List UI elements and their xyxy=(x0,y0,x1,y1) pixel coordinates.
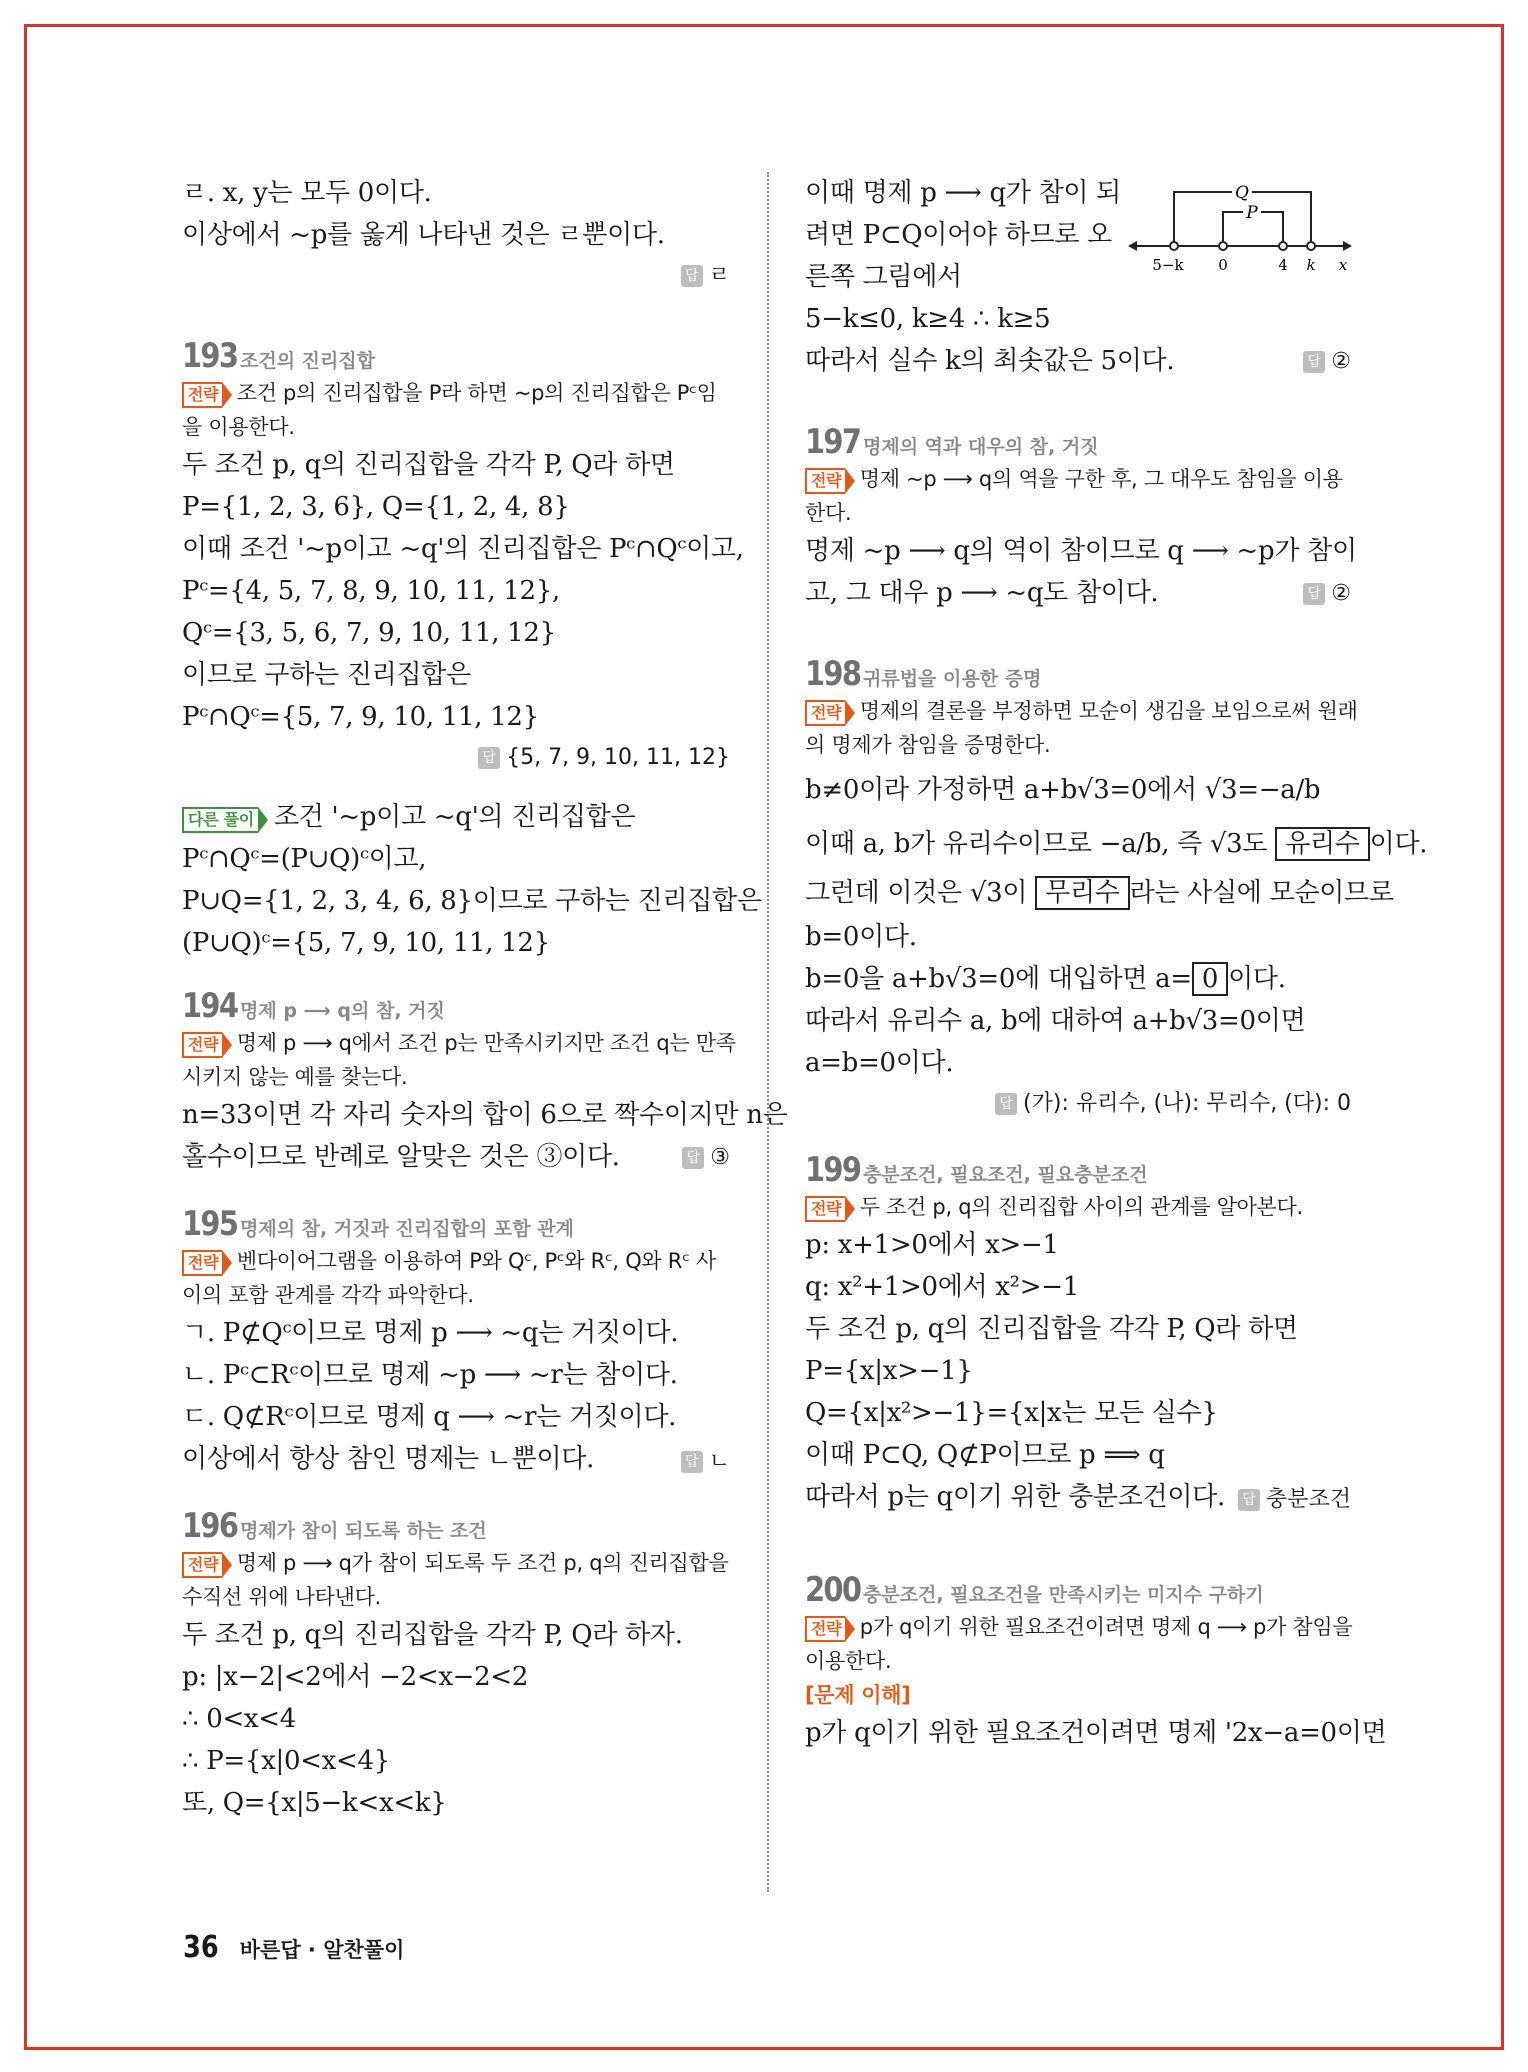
body-line: p: |x−2|<2에서 −2<x−2<2 xyxy=(182,1662,529,1692)
alt-solution-line: P∪Q={1, 2, 3, 4, 6, 8}이므로 구하는 진리집합은 xyxy=(182,886,762,916)
strategy-line: 전략 명제 ~p ⟶ q의 역을 구한 후, 그 대우도 참임을 이용 xyxy=(805,462,1351,496)
body-line: 두 조건 p, q의 진리집합을 각각 P, Q라 하면 xyxy=(805,1314,1298,1344)
body-line: 이때 조건 '~p이고 ~q'의 진리집합은 Pᶜ∩Qᶜ이고, xyxy=(182,534,744,564)
answer-mark-icon: 답 xyxy=(478,747,500,769)
body-line: ㄱ. P⊄Qᶜ이므로 명제 p ⟶ ~q는 거짓이다. xyxy=(182,1318,679,1348)
body-line: Qᶜ={3, 5, 6, 7, 9, 10, 11, 12} xyxy=(182,618,556,648)
section-title: 명제의 참, 거짓과 진리집합의 포함 관계 xyxy=(240,1218,574,1240)
alt-solution-tag: 다른 풀이 xyxy=(182,807,258,833)
answer-mark-icon: 답 xyxy=(681,265,703,287)
point-0 xyxy=(1219,242,1227,250)
section-title: 귀류법을 이용한 증명 xyxy=(863,668,1042,690)
problem-number: 200 xyxy=(805,1570,861,1610)
problem-understanding-tag: [문제 이해] xyxy=(805,1683,911,1707)
body-line: a=b=0이다. xyxy=(805,1048,954,1078)
strategy-line: 한다. xyxy=(805,501,852,525)
section-200 xyxy=(805,1570,1351,1610)
answer: 답 ③ xyxy=(682,1145,730,1170)
strategy-line: 수직선 위에 나타낸다. xyxy=(182,1585,381,1609)
answer-mark-icon: 답 xyxy=(681,1451,703,1473)
body-line: 이때 a, b가 유리수이므로 −a/b, 즉 √3도 유리수 이다. xyxy=(805,829,1428,859)
answer: 답 (가): 유리수, (나): 무리수, (다): 0 xyxy=(805,1084,1351,1124)
strategy-line: 시키지 않는 예를 찾는다. xyxy=(182,1065,408,1089)
body-line: 또, Q={x|5−k<x<k} xyxy=(182,1788,447,1818)
axis-arrow-right xyxy=(1343,241,1352,251)
tick-label: 5−k xyxy=(1152,256,1184,274)
strategy-line: 의 명제가 참임을 증명한다. xyxy=(805,733,1051,757)
problem-number: 195 xyxy=(182,1204,238,1244)
strategy-tag: 전략 xyxy=(805,700,845,726)
strategy-tag: 전략 xyxy=(182,1552,222,1578)
section-title: 충분조건, 필요조건, 필요충분조건 xyxy=(863,1164,1148,1186)
alt-solution-line: (P∪Q)ᶜ={5, 7, 9, 10, 11, 12} xyxy=(182,928,550,958)
blank-box: 무리수 xyxy=(1035,876,1129,910)
alt-solution-line: 다른 풀이 조건 '~p이고 ~q'의 진리집합은 xyxy=(182,796,730,838)
set-P-label: P xyxy=(1246,203,1258,223)
body-line: ㄷ. Q⊄Rᶜ이므로 명제 q ⟶ ~r는 거짓이다. xyxy=(182,1402,677,1432)
body-line: ∴ 0<x<4 xyxy=(182,1704,297,1734)
strategy-line: 전략 벤다이어그램을 이용하여 P와 Qᶜ, Pᶜ와 Rᶜ, Q와 Rᶜ 사 xyxy=(182,1244,730,1278)
body-line: ∴ P={x|0<x<4} xyxy=(182,1746,391,1776)
answer: 답 충분조건 xyxy=(1238,1482,1351,1513)
body-line: q: x²+1>0에서 x²>−1 xyxy=(805,1272,1080,1302)
body-line: b≠0이라 가정하면 a+b√3=0에서 √3=−a/b xyxy=(805,775,1321,805)
section-title: 명제가 참이 되도록 하는 조건 xyxy=(240,1520,487,1542)
strategy-line: 전략 명제의 결론을 부정하면 모순이 생김을 보임으로써 원래 xyxy=(805,694,1351,728)
body-line: p: x+1>0에서 x>−1 xyxy=(805,1230,1059,1260)
section-193 xyxy=(182,336,730,376)
body-line: 명제 ~p ⟶ q의 역이 참이므로 q ⟶ ~p가 참이 xyxy=(805,536,1357,566)
body-line: n=33이면 각 자리 숫자의 합이 6으로 짝수이지만 n은 xyxy=(182,1100,788,1130)
answer: 답 ㄹ xyxy=(182,256,730,296)
point-5-k xyxy=(1170,242,1178,250)
page-number: 36 xyxy=(183,1930,219,1965)
strategy-line: 전략 두 조건 p, q의 진리집합 사이의 관계를 알아본다. xyxy=(805,1190,1351,1224)
set-Q-label: Q xyxy=(1235,183,1249,203)
body-line: 따라서 유리수 a, b에 대하여 a+b√3=0이면 xyxy=(805,1006,1306,1036)
tick-label: 4 xyxy=(1278,256,1288,274)
tick-label: k xyxy=(1306,256,1316,274)
blank-box: 유리수 xyxy=(1275,827,1369,861)
body-line: 5−k≤0, k≥4 ∴ k≥5 xyxy=(805,304,1051,334)
body-line: P={1, 2, 3, 6}, Q={1, 2, 4, 8} xyxy=(182,492,570,522)
section-199 xyxy=(805,1150,1351,1190)
axis-arrow-left xyxy=(1128,241,1137,251)
body-line: b=0을 a+b√3=0에 대입하면 a= 0 이다. xyxy=(805,964,1286,994)
section-title: 충분조건, 필요조건을 만족시키는 미지수 구하기 xyxy=(863,1584,1264,1606)
section-title: 조건의 진리집합 xyxy=(240,350,376,372)
body-line: 른쪽 그림에서 xyxy=(805,262,962,292)
point-k xyxy=(1307,242,1315,250)
alt-solution-line: Pᶜ∩Qᶜ=(P∪Q)ᶜ이고, xyxy=(182,844,427,874)
problem-number: 194 xyxy=(182,986,238,1026)
answer-mark-icon: 답 xyxy=(682,1147,704,1169)
strategy-line: 전략 조건 p의 진리집합을 P라 하면 ~p의 진리집합은 Pᶜ임 xyxy=(182,376,730,410)
body-line: Pᶜ={4, 5, 7, 8, 9, 10, 11, 12}, xyxy=(182,576,560,606)
tick-label: 0 xyxy=(1218,256,1228,274)
answer: 답 ② xyxy=(1303,349,1351,374)
answer: 답 {5, 7, 9, 10, 11, 12} xyxy=(182,738,730,778)
body-line: Q={x|x²>−1}={x|x는 모든 실수} xyxy=(805,1398,1218,1428)
answer-mark-icon: 답 xyxy=(1238,1489,1260,1511)
left-column xyxy=(182,172,788,1824)
book-title: 바른답 · 알찬풀이 xyxy=(239,1938,405,1962)
section-title: 명제 p ⟶ q의 참, 거짓 xyxy=(240,1000,445,1022)
strategy-line: 이의 포함 관계를 각각 파악한다. xyxy=(182,1283,474,1307)
answer: 답 ② xyxy=(1303,581,1351,606)
body-line: 이때 P⊂Q, Q⊄P이므로 p ⟹ q xyxy=(805,1440,1165,1470)
strategy-tag: 전략 xyxy=(805,1196,845,1222)
strategy-line: 을 이용한다. xyxy=(182,415,295,439)
body-line: P={x|x>−1} xyxy=(805,1356,973,1386)
section-198 xyxy=(805,654,1351,694)
section-197 xyxy=(805,422,1351,462)
body-line: b=0이다. xyxy=(805,922,917,952)
body-line: 두 조건 p, q의 진리집합을 각각 P, Q라 하면 xyxy=(182,450,675,480)
body-line: p가 q이기 위한 필요조건이려면 명제 '2x−a=0이면 xyxy=(805,1718,1387,1748)
answer-mark-icon: 답 xyxy=(1303,351,1325,373)
axis-label: x xyxy=(1338,256,1348,274)
body-line: ㄴ. Pᶜ⊂Rᶜ이므로 명제 ~p ⟶ ~r는 참이다. xyxy=(182,1360,678,1390)
body-line: 홀수이므로 반례로 알맞은 것은 ③이다. xyxy=(182,1142,620,1172)
strategy-tag: 전략 xyxy=(805,468,845,494)
answer-mark-icon: 답 xyxy=(995,1093,1017,1115)
column-divider xyxy=(767,172,769,1892)
body-line: 이므로 구하는 진리집합은 xyxy=(182,660,471,690)
body-line: 이상에서 항상 참인 명제는 ㄴ뿐이다. xyxy=(182,1444,595,1474)
problem-number: 198 xyxy=(805,654,861,694)
right-column xyxy=(805,172,1428,1754)
section-196 xyxy=(182,1506,730,1546)
body-line: 두 조건 p, q의 진리집합을 각각 P, Q라 하자. xyxy=(182,1620,683,1650)
problem-number: 199 xyxy=(805,1150,861,1190)
intro-line: ㄹ. x, y는 모두 0이다. xyxy=(182,178,432,208)
intro-line: 이상에서 ~p를 옳게 나타낸 것은 ㄹ뿐이다. xyxy=(182,220,665,250)
section-title: 명제의 역과 대우의 참, 거짓 xyxy=(863,436,1099,458)
body-line: 따라서 p는 q이기 위한 충분조건이다. xyxy=(805,1482,1225,1512)
section-194 xyxy=(182,986,730,1026)
answer: 답 ㄴ xyxy=(681,1444,730,1475)
strategy-tag: 전략 xyxy=(182,1032,222,1058)
number-line-diagram xyxy=(1128,176,1352,276)
body-line: 그런데 이것은 √3이 무리수 라는 사실에 모순이므로 xyxy=(805,878,1394,908)
body-line: 따라서 실수 k의 최솟값은 5이다. xyxy=(805,346,1175,376)
problem-number: 197 xyxy=(805,422,861,462)
problem-number: 196 xyxy=(182,1506,238,1546)
strategy-tag: 전략 xyxy=(805,1616,845,1642)
strategy-line: 전략 명제 p ⟶ q가 참이 되도록 두 조건 p, q의 진리집합을 xyxy=(182,1546,730,1580)
strategy-tag: 전략 xyxy=(182,1250,222,1276)
strategy-line: 이용한다. xyxy=(805,1649,892,1673)
page-footer xyxy=(180,1930,404,1965)
body-line: Pᶜ∩Qᶜ={5, 7, 9, 10, 11, 12} xyxy=(182,702,539,732)
strategy-tag: 전략 xyxy=(182,382,222,408)
blank-box: 0 xyxy=(1192,962,1228,996)
strategy-line: 전략 명제 p ⟶ q에서 조건 p는 만족시키지만 조건 q는 만족 xyxy=(182,1026,730,1060)
body-line: 이때 명제 p ⟶ q가 참이 되 xyxy=(805,178,1121,208)
point-4 xyxy=(1279,242,1287,250)
answer-mark-icon: 답 xyxy=(1303,583,1325,605)
body-line: 고, 그 대우 p ⟶ ~q도 참이다. xyxy=(805,578,1159,608)
problem-number: 193 xyxy=(182,336,238,376)
strategy-line: 전략 p가 q이기 위한 필요조건이려면 명제 q ⟶ p가 참임을 xyxy=(805,1610,1351,1644)
body-line: 려면 P⊂Q이어야 하므로 오 xyxy=(805,220,1112,250)
section-195 xyxy=(182,1204,730,1244)
